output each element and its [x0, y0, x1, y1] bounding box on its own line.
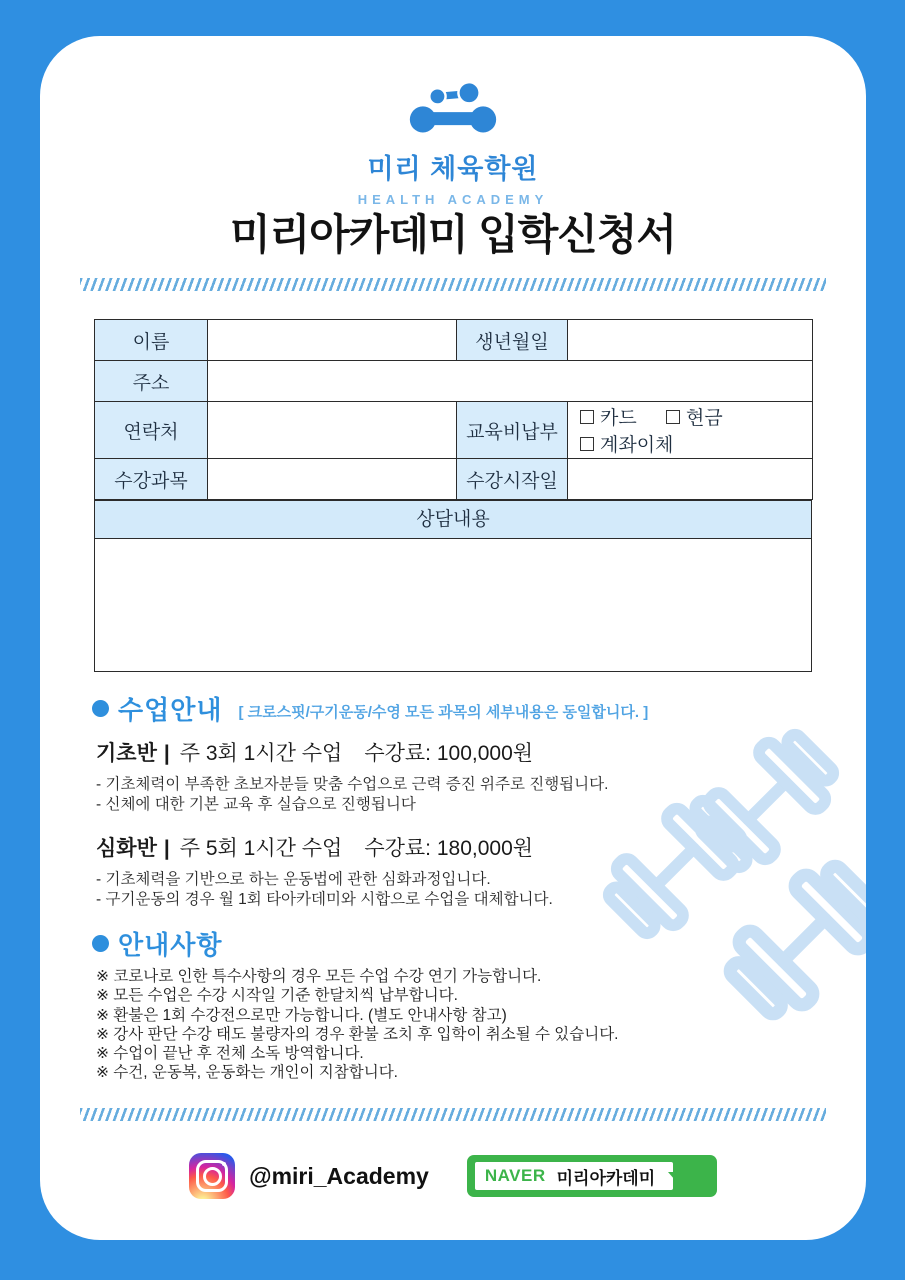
footer [40, 1153, 866, 1199]
naver-search-query: 미리아카데미 [556, 1168, 656, 1188]
subject-input-cell[interactable] [208, 459, 457, 500]
notice-item: ※ 강사 판단 수강 태도 불량자의 경우 환불 조치 후 입학이 취소될 수 있습니다. [96, 1025, 619, 1043]
table-row [95, 459, 813, 500]
notice-item: ※ 수건, 운동복, 운동화는 개인이 지참합니다. [96, 1064, 398, 1082]
notice-list [96, 967, 618, 1083]
section-bullet-icon [92, 935, 109, 952]
consultation-notes-area[interactable] [95, 539, 811, 671]
checkbox-card-label: 카드 [600, 408, 637, 429]
course-basic-block [96, 737, 608, 814]
consultation-header: 상담내용 [95, 501, 811, 539]
naver-search-badge[interactable] [467, 1155, 717, 1197]
checkbox-icon[interactable] [580, 437, 594, 451]
address-label: 주소 [95, 361, 208, 402]
section-bullet-icon [92, 700, 109, 717]
course-advanced-block [96, 832, 553, 909]
course-detail: - 신체에 대한 기본 교육 후 실습으로 진행됩니다 [96, 795, 416, 813]
course-detail: - 기초체력이 부족한 초보자분들 맞춤 수업으로 근력 증진 위주로 진행됩니다. [96, 776, 609, 793]
course-title [96, 832, 553, 862]
instagram-icon [189, 1153, 235, 1199]
table-row [95, 361, 813, 402]
name-input-cell[interactable] [208, 320, 457, 361]
course-details [96, 870, 553, 909]
contact-label: 연락처 [95, 402, 208, 459]
birthdate-label: 생년월일 [457, 320, 568, 361]
course-detail: - 구기운동의 경우 월 1회 타아카데미와 시합으로 수업을 대체합니다. [96, 890, 553, 908]
instagram-handle[interactable]: @miri_Academy [249, 1162, 429, 1189]
naver-logo: NAVER [484, 1166, 546, 1185]
class-guide-section-heading [92, 690, 648, 727]
course-schedule: 주 3회 1시간 수업 [179, 742, 343, 765]
table-row [95, 320, 813, 361]
naver-dropdown-icon[interactable] [668, 1172, 682, 1180]
payment-options-cell [568, 402, 813, 459]
page-title: 미리아카데미 입학신청서 [230, 211, 676, 258]
checkbox-transfer-label: 계좌이체 [600, 435, 674, 456]
course-fee: 수강료: 180,000원 [364, 837, 534, 860]
hatch-divider-top [80, 278, 826, 291]
course-title [96, 737, 608, 767]
class-guide-note: [ 크로스핏/구기운동/수영 모든 과목의 세부내용은 동일합니다. ] [238, 704, 649, 721]
subject-label: 수강과목 [95, 459, 208, 500]
application-form-table [94, 319, 813, 500]
notice-item: ※ 수업이 끝난 후 전체 소독 방역합니다. [96, 1045, 364, 1063]
course-name: 심화반 [96, 837, 157, 860]
logo-name: 미리 체육학원 [367, 154, 539, 184]
checkbox-card[interactable] [580, 403, 637, 430]
course-details [96, 775, 608, 814]
course-separator: | [163, 742, 170, 765]
instagram-link[interactable] [189, 1153, 429, 1199]
birthdate-input-cell[interactable] [568, 320, 813, 361]
checkbox-cash-label: 현금 [686, 408, 723, 429]
notice-item: ※ 모든 수업은 수강 시작일 기준 한달치씩 납부합니다. [96, 987, 458, 1005]
address-input-cell[interactable] [208, 361, 813, 402]
notice-section-heading [92, 925, 222, 962]
notice-item: ※ 환불은 1회 수강전으로만 가능합니다. (별도 안내사항 참고) [96, 1006, 507, 1024]
checkbox-cash[interactable] [666, 403, 723, 430]
dumbbell-watermark-icon [655, 689, 866, 912]
consultation-box [94, 500, 812, 672]
table-row [95, 402, 813, 459]
course-schedule: 주 5회 1시간 수업 [179, 837, 343, 860]
hatch-divider-bottom [80, 1108, 826, 1121]
contact-input-cell[interactable] [208, 402, 457, 459]
logo-subtitle: HEALTH ACADEMY [357, 192, 549, 207]
dumbbell-watermark-icon [680, 816, 866, 1065]
course-detail: - 기초체력을 기반으로 하는 운동법에 관한 심화과정입니다. [96, 871, 491, 888]
dumbbell-logo-icon [404, 82, 502, 144]
course-name: 기초반 [96, 742, 157, 765]
class-guide-heading: 수업안내 [118, 695, 223, 725]
logo-block [40, 82, 866, 207]
start-date-label: 수강시작일 [457, 459, 568, 500]
checkbox-transfer[interactable] [580, 430, 673, 457]
naver-search-field[interactable] [475, 1162, 673, 1190]
notice-heading: 안내사항 [118, 930, 223, 960]
course-separator: | [163, 837, 170, 860]
start-date-input-cell[interactable] [568, 459, 813, 500]
payment-label: 교육비납부 [457, 402, 568, 459]
course-fee: 수강료: 100,000원 [364, 742, 534, 765]
notice-item: ※ 코로나로 인한 특수사항의 경우 모든 수업 수강 연기 가능합니다. [96, 968, 542, 985]
checkbox-icon[interactable] [666, 410, 680, 424]
name-label: 이름 [95, 320, 208, 361]
document-card [40, 36, 866, 1240]
checkbox-icon[interactable] [580, 410, 594, 424]
